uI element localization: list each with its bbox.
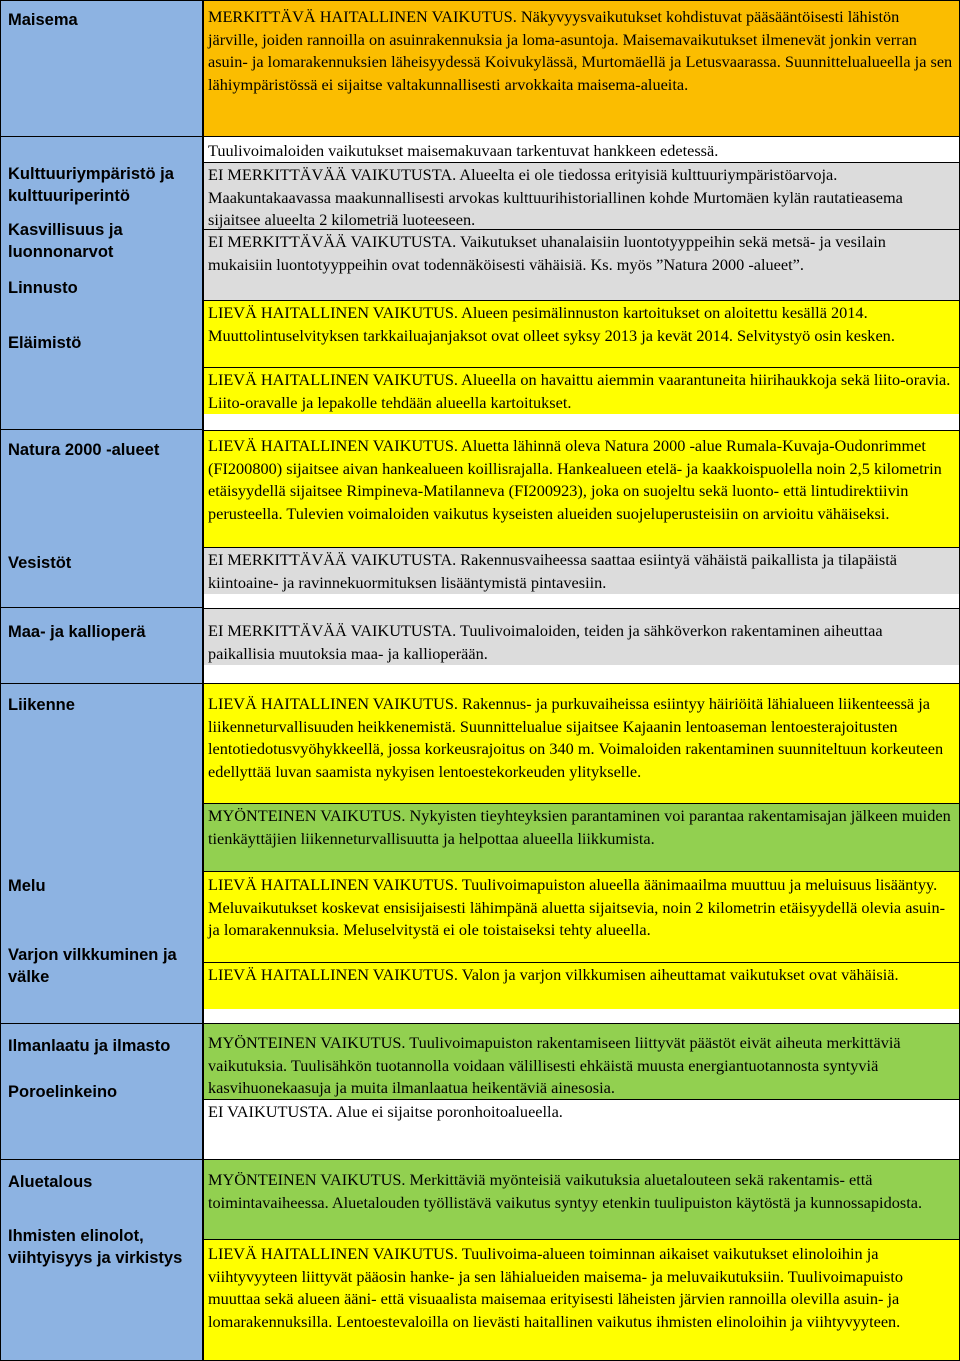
text-elaimisto: LIEVÄ HAITALLINEN VAIKUTUS. Alueella on havaittu aiemmin vaarantuneita hiirihaukkoja sekä liito-oravia. Liito-oravalle ja lepakolle tehdään alueella kartoitukset. [208,370,951,412]
text-natura: LIEVÄ HAITALLINEN VAIKUTUS. Aluetta lähinnä oleva Natura 2000 -alue Rumala-Kuvaja-Oudonrimmet (FI200800) sijaitsee aivan hankealueen koillisrajalla. Hankealueen etelä- ja kaakkoispuolella noin 2,5 kilometrin etäisyydellä sijaitsee Rimpineva-Matilanneva (FI200923), joka on suojeltu sekä luonto- että lintudirektiivin perusteella. Tulevien voimaloiden vaikutus kyseisten alueiden suojeluperusteisiin on arvioitu vähäiseksi. [208,436,942,523]
cell-liikenne-positive [203,803,960,872]
label-ihmisten: Ihmisten elinolot, viihtyisyys ja virkistys [8,1227,183,1267]
cell-maisema [203,0,960,137]
cell-natura [203,430,960,548]
label-maisema: Maisema [8,11,78,29]
cell-kasvillisuus [203,229,960,301]
label-elaimisto: Eläimistö [8,334,82,352]
text-aluetalous: MYÖNTEINEN VAIKUTUS. Merkittäviä myönteisiä vaikutuksia aluetalouteen sekä rakentamis- että toimintavaiheessa. Aluetalouden työllistävä vaikutus syntyy etenkin tuulipuiston käytöstä ja kunnossapidosta. [208,1170,923,1212]
text-melu: LIEVÄ HAITALLINEN VAIKUTUS. Tuulivoimapuiston alueella äänimaailma muuttuu ja meluisuus lisääntyy. Meluvaikutukset koskevat ensisijaisesti lähimpänä aluetta sijaitsevia, noin 2 kilometrin etäisyydellä olevia asuin- ja lomarakennuksia. Meluselvitystä ei ole toistaiseksi tehty alueella. [208,875,946,939]
cell-ihmisten [203,1239,960,1361]
text-maisema-note: Tuulivoimaloiden vaikutukset maisemakuvaan tarkentuvat hankkeen edetessä. [208,141,719,160]
text-kasvillisuus: EI MERKITTÄVÄÄ VAIKUTUSTA. Vaikutukset uhanalaisiin luontotyyppeihin sekä metsä- ja vesilain mukaisiin luontotyyppeihin ovat todennäköisesti vähäisiä. Ks. myös ”Natura 2000 -alueet”. [208,232,886,274]
cell-melu [203,871,960,963]
label-block-traffic [0,683,203,1024]
label-block-environment [0,136,203,430]
label-varjon: Varjon vilkkuminen ja välke [8,946,177,986]
label-block-society [0,1159,203,1361]
cell-liikenne [203,683,960,804]
text-maa: EI MERKITTÄVÄÄ VAIKUTUSTA. Tuulivoimaloiden, teiden ja sähköverkon rakentaminen aiheuttaa paikallisia muutoksia maa- ja kallioperään. [208,621,883,663]
label-block-climate [0,1023,203,1160]
text-poro: EI VAIKUTUSTA. Alue ei sijaitse poronhoitoalueella. [208,1102,563,1121]
cell-elaimisto [203,367,960,415]
label-liikenne: Liikenne [8,696,75,714]
label-aluetalous: Aluetalous [8,1173,93,1191]
label-poro: Poroelinkeino [8,1083,118,1101]
cell-ilmanlaatu [203,1023,960,1100]
cell-aluetalous [203,1159,960,1240]
label-kasvillisuus: Kasvillisuus ja luonnonarvot [8,221,123,261]
label-kulttuuri: Kulttuuriympäristö ja kulttuuriperintö [8,165,174,205]
text-maisema: MERKITTÄVÄ HAITALLINEN VAIKUTUS. Näkyvyysvaikutukset kohdistuvat pääsääntöisesti lähistön järville, joiden rannoilla on asuinrakennuksia ja loma-asuntoja. Maisemavaikutukset ilmenevät jonkin verran asuin- ja lomarakennuksien läheisyydessä Koivukylässä, Murtomäellä ja Letusvaarassa. Suunnittelualueella ja sen lähiympäristössä ei sijaitse valtakunnallisesti arvokkaita maisema-alueita. [208,7,953,94]
cell-varjon [203,962,960,1010]
text-vesistot: EI MERKITTÄVÄÄ VAIKUTUSTA. Rakennusvaiheessa saattaa esiintyä vähäistä paikallista ja tilapäistä kiintoaine- ja ravinnekuormituksen lisääntymistä pintavesiin. [208,550,897,592]
cell-linnusto [203,300,960,368]
cell-kulttuuri [203,162,960,230]
text-liikenne: LIEVÄ HAITALLINEN VAIKUTUS. Rakennus- ja purkuvaiheissa esiintyy häiriöitä lähialueen liikenteessä ja liikenneturvallisuuden heikkenemistä. Suunnittelualue sijaitsee Kajaanin lentoaseman lentoesterajoitusten lentotiedotusvyöhykkeellä, jossa korkeusrajoitus on 340 m. Voimaloiden rakentaminen suunniteltuun korkeuteen edellyttää luvan saamista nykyisen lentoestekorkeuden ylitykselle. [208,694,944,781]
gap-strip-1 [203,414,960,431]
label-block-landscape [0,0,203,137]
text-varjon: LIEVÄ HAITALLINEN VAIKUTUS. Valon ja varjon vilkkumisen aiheuttamat vaikutukset ovat vähäisiä. [208,965,899,984]
label-block-soil [0,607,203,684]
label-ilmanlaatu: Ilmanlaatu ja ilmasto [8,1037,171,1055]
text-ilmanlaatu: MYÖNTEINEN VAIKUTUS. Tuulivoimapuiston rakentamiseen liittyvät päästöt eivät aiheuta merkittäviä vaikutuksia. Tuulisähkön tuotannolla voidaan välillisesti ehkäistä muusta energiantuotannosta syntyviä kasvihuonekaasuja ja muita ilmanlaatua heikentäviä ainesosia. [208,1033,901,1097]
label-natura: Natura 2000 -alueet [8,441,160,459]
text-linnusto: LIEVÄ HAITALLINEN VAIKUTUS. Alueen pesimälinnuston kartoitukset on aloitettu kesällä 2014. Muuttolintuselvityksen tarkkailuajanjaksot ovat olleet syksy 2013 ja kevät 2014. Selvitystyö osin kesken. [208,303,895,345]
label-vesistot: Vesistöt [8,554,72,572]
text-kulttuuri: EI MERKITTÄVÄÄ VAIKUTUSTA. Alueelta ei ole tiedossa erityisiä kulttuuriympäristöarvoja. Maakuntakaavassa maakunnallisesti arvokas kulttuurihistoriallinen kohde Murtomäen kylän rautatieasema sijaitsee alueelta 2 kilometriä luoteeseen. [208,165,903,229]
cell-poro [203,1099,960,1160]
cell-maa [203,608,960,666]
label-melu: Melu [8,877,46,895]
label-maa: Maa- ja kallioperä [8,623,146,641]
gap-strip-3 [203,665,960,684]
text-liikenne-positive: MYÖNTEINEN VAIKUTUS. Nykyisten tieyhteyksien parantaminen voi parantaa rakentamisajan jälkeen muiden tienkäyttäjien liikenneturvallisuutta ja helpottaa alueella liikkumista. [208,806,951,848]
cell-maisema-note [203,136,960,164]
label-linnusto: Linnusto [8,279,78,297]
gap-strip-2 [203,594,960,609]
cell-vesistot [203,547,960,595]
label-block-water [0,429,203,608]
text-ihmisten: LIEVÄ HAITALLINEN VAIKUTUS. Tuulivoima-alueen toiminnan aikaiset vaikutukset elinoloihin ja viihtyvyyteen liittyvät pääosin hanke- ja sen lähialueiden maisema- ja meluvaikutuksiin. Tuulivoimapuisto muuttaa sekä alueen ääni- että visuaalista maisemaa erityisesti läheisten järvien rannoilla olevilla asuin- ja lomarakennuksilla. Lentoestevaloilla on lievästi haitallinen vaikutus ihmisten elinoloihin ja viihtyvyyteen. [208,1244,903,1331]
gap-strip-4 [203,1009,960,1024]
